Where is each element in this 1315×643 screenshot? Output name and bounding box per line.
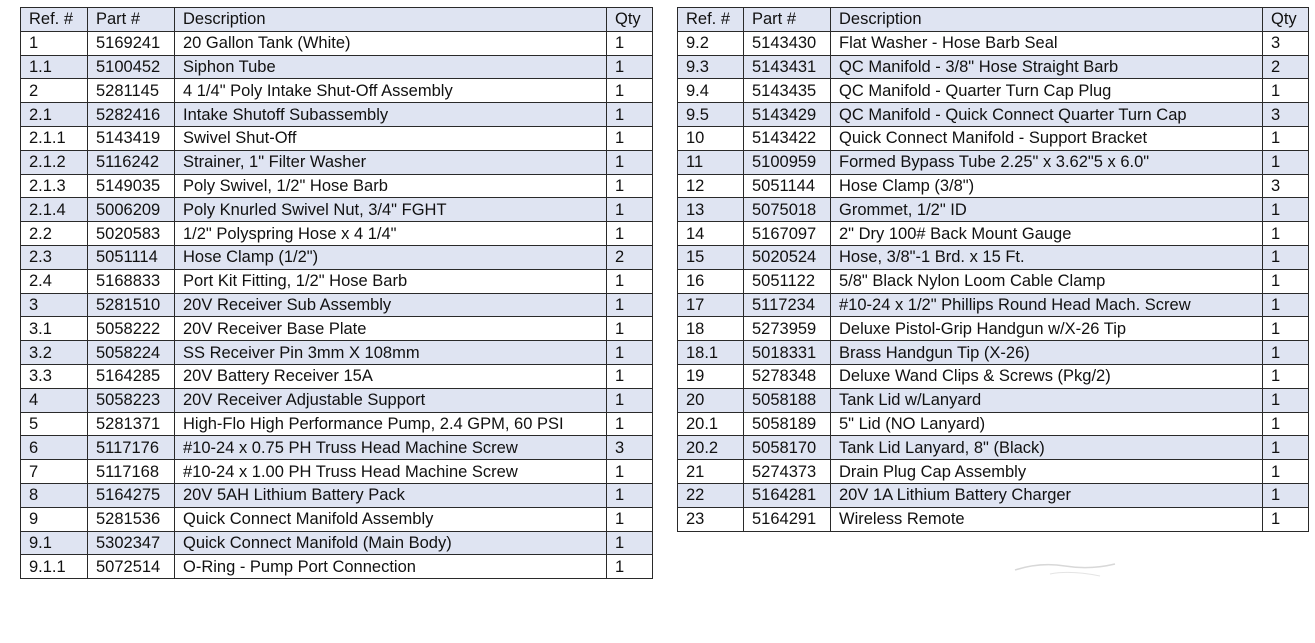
table-row	[21, 364, 653, 388]
part-cell: 5281536	[88, 507, 175, 531]
qty-cell: 3	[1263, 31, 1309, 55]
qty-cell: 1	[1263, 483, 1309, 507]
table-row	[21, 245, 653, 269]
qty-cell: 3	[607, 436, 653, 460]
table-row	[21, 293, 653, 317]
part-cell: 5143429	[744, 103, 831, 127]
ref-cell: 4	[21, 388, 88, 412]
qty-cell: 1	[607, 317, 653, 341]
table-row	[21, 55, 653, 79]
part-cell: 5058189	[744, 412, 831, 436]
ref-cell: 6	[21, 436, 88, 460]
parts-rows	[678, 31, 1309, 531]
table-row	[678, 103, 1309, 127]
qty-cell: 1	[1263, 317, 1309, 341]
description-cell: Deluxe Wand Clips & Screws (Pkg/2)	[831, 364, 1263, 388]
part-cell: 5020524	[744, 245, 831, 269]
ref-cell: 23	[678, 507, 744, 531]
qty-cell: 1	[607, 507, 653, 531]
table-row	[678, 126, 1309, 150]
part-cell: 5143422	[744, 126, 831, 150]
description-cell: 20 Gallon Tank (White)	[175, 31, 607, 55]
ref-cell: 2.1.2	[21, 150, 88, 174]
description-cell: Intake Shutoff Subassembly	[175, 103, 607, 127]
qty-cell: 1	[607, 341, 653, 365]
table-row	[21, 198, 653, 222]
table-row	[678, 55, 1309, 79]
qty-cell: 1	[607, 293, 653, 317]
ref-cell: 19	[678, 364, 744, 388]
qty-cell: 1	[1263, 341, 1309, 365]
table-row	[678, 269, 1309, 293]
part-cell: 5164275	[88, 483, 175, 507]
ref-cell: 20.2	[678, 436, 744, 460]
table-row	[21, 174, 653, 198]
description-cell: 20V Battery Receiver 15A	[175, 364, 607, 388]
ref-cell: 3	[21, 293, 88, 317]
qty-cell: 3	[1263, 174, 1309, 198]
part-cell: 5164285	[88, 364, 175, 388]
description-header: Description	[831, 8, 1263, 32]
qty-cell: 1	[607, 269, 653, 293]
table-row	[21, 317, 653, 341]
scan-smudge	[1010, 552, 1120, 582]
ref-cell: 2.1	[21, 103, 88, 127]
part-cell: 5116242	[88, 150, 175, 174]
qty-cell: 1	[607, 555, 653, 579]
ref-cell: 3.3	[21, 364, 88, 388]
description-cell: 4 1/4" Poly Intake Shut-Off Assembly	[175, 79, 607, 103]
table-row	[678, 507, 1309, 531]
qty-header: Qty	[1263, 8, 1309, 32]
qty-header: Qty	[607, 8, 653, 32]
part-cell: 5006209	[88, 198, 175, 222]
description-cell: SS Receiver Pin 3mm X 108mm	[175, 341, 607, 365]
table-row	[21, 222, 653, 246]
table-row	[678, 412, 1309, 436]
description-cell: Hose Clamp (1/2")	[175, 245, 607, 269]
description-cell: Port Kit Fitting, 1/2" Hose Barb	[175, 269, 607, 293]
qty-cell: 2	[1263, 55, 1309, 79]
ref-cell: 2.3	[21, 245, 88, 269]
description-cell: #10-24 x 1.00 PH Truss Head Machine Screw	[175, 460, 607, 484]
description-cell: Poly Knurled Swivel Nut, 3/4" FGHT	[175, 198, 607, 222]
header-row	[678, 8, 1309, 32]
part-cell: 5058222	[88, 317, 175, 341]
part-cell: 5168833	[88, 269, 175, 293]
part-header: Part #	[88, 8, 175, 32]
ref-cell: 9.4	[678, 79, 744, 103]
table-row	[678, 483, 1309, 507]
qty-cell: 1	[607, 531, 653, 555]
qty-cell: 1	[607, 79, 653, 103]
qty-cell: 1	[607, 483, 653, 507]
ref-cell: 11	[678, 150, 744, 174]
part-cell: 5100959	[744, 150, 831, 174]
qty-cell: 1	[1263, 364, 1309, 388]
ref-cell: 18	[678, 317, 744, 341]
qty-cell: 1	[1263, 412, 1309, 436]
ref-cell: 9.2	[678, 31, 744, 55]
ref-cell: 21	[678, 460, 744, 484]
table-row	[678, 364, 1309, 388]
description-cell: Siphon Tube	[175, 55, 607, 79]
description-cell: Wireless Remote	[831, 507, 1263, 531]
part-cell: 5143431	[744, 55, 831, 79]
part-cell: 5075018	[744, 198, 831, 222]
description-cell: Deluxe Pistol-Grip Handgun w/X-26 Tip	[831, 317, 1263, 341]
description-cell: Grommet, 1/2" ID	[831, 198, 1263, 222]
table-row	[21, 460, 653, 484]
ref-cell: 2	[21, 79, 88, 103]
qty-cell: 1	[607, 126, 653, 150]
ref-cell: 22	[678, 483, 744, 507]
qty-cell: 2	[607, 245, 653, 269]
qty-cell: 1	[607, 150, 653, 174]
description-cell: Formed Bypass Tube 2.25" x 3.62"5 x 6.0"	[831, 150, 1263, 174]
parts-rows	[21, 31, 653, 578]
part-cell: 5117176	[88, 436, 175, 460]
ref-cell: 20	[678, 388, 744, 412]
qty-cell: 1	[1263, 460, 1309, 484]
table-row	[21, 483, 653, 507]
ref-cell: 9	[21, 507, 88, 531]
part-cell: 5164281	[744, 483, 831, 507]
part-cell: 5302347	[88, 531, 175, 555]
part-cell: 5149035	[88, 174, 175, 198]
ref-cell: 9.3	[678, 55, 744, 79]
qty-cell: 1	[607, 31, 653, 55]
description-cell: Quick Connect Manifold (Main Body)	[175, 531, 607, 555]
description-cell: Hose, 3/8"-1 Brd. x 15 Ft.	[831, 245, 1263, 269]
description-cell: 20V 5AH Lithium Battery Pack	[175, 483, 607, 507]
description-cell: QC Manifold - Quarter Turn Cap Plug	[831, 79, 1263, 103]
description-cell: 20V Receiver Base Plate	[175, 317, 607, 341]
description-cell: 2" Dry 100# Back Mount Gauge	[831, 222, 1263, 246]
ref-cell: 2.1.1	[21, 126, 88, 150]
qty-cell: 1	[1263, 507, 1309, 531]
table-row	[21, 507, 653, 531]
table-row	[21, 269, 653, 293]
table-row	[678, 341, 1309, 365]
qty-cell: 1	[1263, 198, 1309, 222]
qty-cell: 1	[1263, 126, 1309, 150]
part-cell: 5281145	[88, 79, 175, 103]
ref-cell: 18.1	[678, 341, 744, 365]
ref-cell: 2.4	[21, 269, 88, 293]
ref-cell: 5	[21, 412, 88, 436]
part-cell: 5281510	[88, 293, 175, 317]
qty-cell: 1	[1263, 245, 1309, 269]
table-row	[678, 293, 1309, 317]
part-cell: 5072514	[88, 555, 175, 579]
ref-cell: 8	[21, 483, 88, 507]
ref-cell: 2.2	[21, 222, 88, 246]
ref-cell: 9.1.1	[21, 555, 88, 579]
ref-cell: 15	[678, 245, 744, 269]
qty-cell: 1	[1263, 222, 1309, 246]
table-row	[678, 460, 1309, 484]
table-row	[21, 126, 653, 150]
part-cell: 5051122	[744, 269, 831, 293]
part-cell: 5274373	[744, 460, 831, 484]
description-cell: 1/2" Polyspring Hose x 4 1/4"	[175, 222, 607, 246]
part-cell: 5100452	[88, 55, 175, 79]
table-row	[21, 79, 653, 103]
ref-cell: 10	[678, 126, 744, 150]
qty-cell: 1	[1263, 79, 1309, 103]
ref-cell: 1	[21, 31, 88, 55]
part-cell: 5058188	[744, 388, 831, 412]
description-cell: Quick Connect Manifold - Support Bracket	[831, 126, 1263, 150]
table-row	[21, 531, 653, 555]
description-header: Description	[175, 8, 607, 32]
ref-cell: 3.2	[21, 341, 88, 365]
qty-cell: 1	[1263, 388, 1309, 412]
part-cell: 5018331	[744, 341, 831, 365]
table-row	[678, 198, 1309, 222]
table-row	[21, 555, 653, 579]
description-cell: 5" Lid (NO Lanyard)	[831, 412, 1263, 436]
ref-cell: 9.1	[21, 531, 88, 555]
part-header: Part #	[744, 8, 831, 32]
qty-cell: 1	[607, 222, 653, 246]
qty-cell: 1	[607, 103, 653, 127]
parts-table-left	[20, 7, 653, 579]
description-cell: Tank Lid Lanyard, 8" (Black)	[831, 436, 1263, 460]
part-cell: 5051114	[88, 245, 175, 269]
table-row	[678, 150, 1309, 174]
ref-cell: 2.1.4	[21, 198, 88, 222]
description-cell: 20V Receiver Adjustable Support	[175, 388, 607, 412]
part-cell: 5058170	[744, 436, 831, 460]
qty-cell: 1	[607, 174, 653, 198]
ref-cell: 14	[678, 222, 744, 246]
qty-cell: 3	[1263, 103, 1309, 127]
table-row	[678, 436, 1309, 460]
ref-cell: 17	[678, 293, 744, 317]
ref-cell: 12	[678, 174, 744, 198]
ref-cell: 9.5	[678, 103, 744, 127]
description-cell: Strainer, 1" Filter Washer	[175, 150, 607, 174]
description-cell: Poly Swivel, 1/2" Hose Barb	[175, 174, 607, 198]
table-row	[21, 150, 653, 174]
table-row	[21, 436, 653, 460]
qty-cell: 1	[607, 412, 653, 436]
description-cell: Swivel Shut-Off	[175, 126, 607, 150]
description-cell: 5/8" Black Nylon Loom Cable Clamp	[831, 269, 1263, 293]
description-cell: 20V Receiver Sub Assembly	[175, 293, 607, 317]
description-cell: Tank Lid w/Lanyard	[831, 388, 1263, 412]
description-cell: Quick Connect Manifold Assembly	[175, 507, 607, 531]
table-row	[678, 222, 1309, 246]
qty-cell: 1	[607, 388, 653, 412]
description-cell: Drain Plug Cap Assembly	[831, 460, 1263, 484]
ref-cell: 2.1.3	[21, 174, 88, 198]
part-cell: 5143435	[744, 79, 831, 103]
part-cell: 5282416	[88, 103, 175, 127]
table-row	[21, 31, 653, 55]
qty-cell: 1	[607, 460, 653, 484]
ref-header: Ref. #	[678, 8, 744, 32]
table-row	[21, 388, 653, 412]
table-row	[678, 79, 1309, 103]
table-row	[21, 341, 653, 365]
part-cell: 5164291	[744, 507, 831, 531]
part-cell: 5058223	[88, 388, 175, 412]
ref-cell: 20.1	[678, 412, 744, 436]
qty-cell: 1	[607, 55, 653, 79]
description-cell: QC Manifold - Quick Connect Quarter Turn Cap	[831, 103, 1263, 127]
description-cell: QC Manifold - 3/8" Hose Straight Barb	[831, 55, 1263, 79]
part-cell: 5117168	[88, 460, 175, 484]
part-cell: 5143419	[88, 126, 175, 150]
ref-cell: 7	[21, 460, 88, 484]
parts-table-right	[677, 7, 1309, 532]
description-cell: 20V 1A Lithium Battery Charger	[831, 483, 1263, 507]
part-cell: 5281371	[88, 412, 175, 436]
table-row	[21, 103, 653, 127]
qty-cell: 1	[1263, 150, 1309, 174]
qty-cell: 1	[1263, 293, 1309, 317]
table-row	[678, 388, 1309, 412]
part-cell: 5167097	[744, 222, 831, 246]
header-row	[21, 8, 653, 32]
part-cell: 5020583	[88, 222, 175, 246]
description-cell: Brass Handgun Tip (X-26)	[831, 341, 1263, 365]
part-cell: 5117234	[744, 293, 831, 317]
table-row	[678, 174, 1309, 198]
description-cell: Hose Clamp (3/8")	[831, 174, 1263, 198]
description-cell: #10-24 x 0.75 PH Truss Head Machine Screw	[175, 436, 607, 460]
table-row	[678, 245, 1309, 269]
table-row	[21, 412, 653, 436]
qty-cell: 1	[607, 364, 653, 388]
ref-cell: 16	[678, 269, 744, 293]
part-cell: 5169241	[88, 31, 175, 55]
ref-cell: 1.1	[21, 55, 88, 79]
ref-cell: 13	[678, 198, 744, 222]
qty-cell: 1	[1263, 269, 1309, 293]
table-row	[678, 31, 1309, 55]
qty-cell: 1	[607, 198, 653, 222]
part-cell: 5058224	[88, 341, 175, 365]
ref-header: Ref. #	[21, 8, 88, 32]
description-cell: #10-24 x 1/2" Phillips Round Head Mach. Screw	[831, 293, 1263, 317]
part-cell: 5143430	[744, 31, 831, 55]
description-cell: O-Ring - Pump Port Connection	[175, 555, 607, 579]
description-cell: High-Flo High Performance Pump, 2.4 GPM, 60 PSI	[175, 412, 607, 436]
part-cell: 5278348	[744, 364, 831, 388]
table-row	[678, 317, 1309, 341]
description-cell: Flat Washer - Hose Barb Seal	[831, 31, 1263, 55]
part-cell: 5273959	[744, 317, 831, 341]
part-cell: 5051144	[744, 174, 831, 198]
ref-cell: 3.1	[21, 317, 88, 341]
qty-cell: 1	[1263, 436, 1309, 460]
